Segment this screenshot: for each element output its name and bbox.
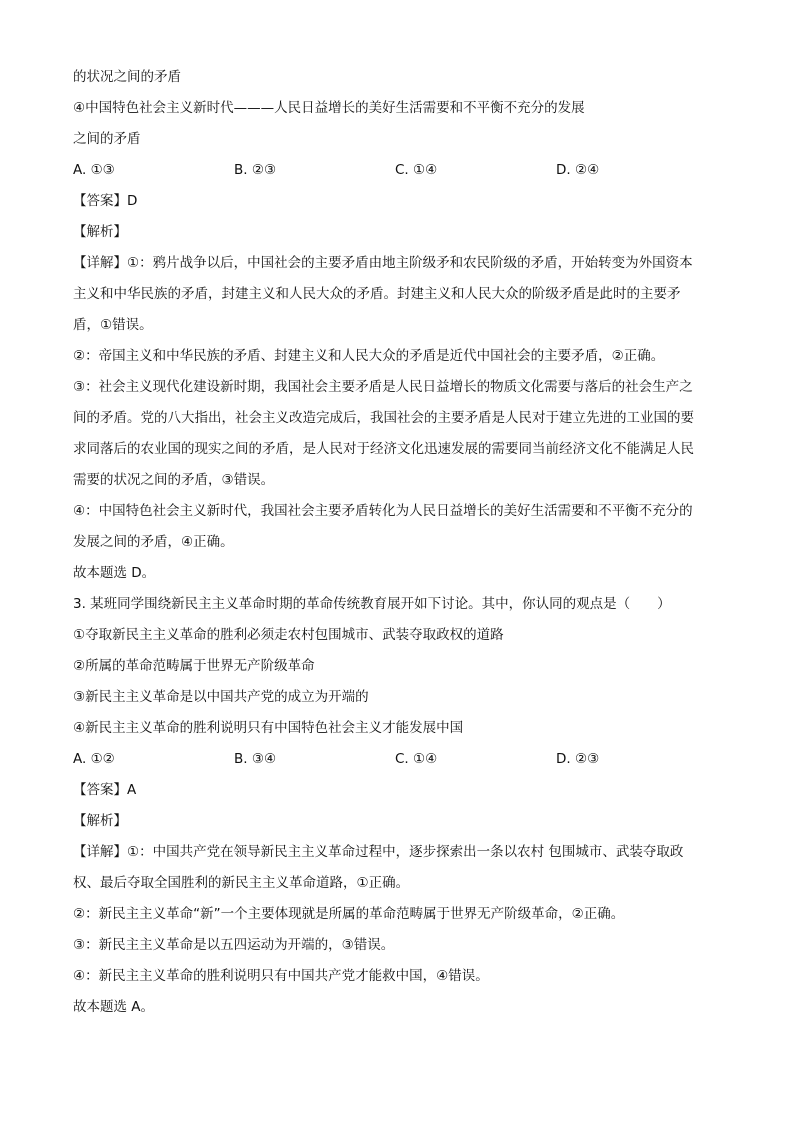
q3-detail-line: ②：新民主主义革命“新”一个主要体现就是所属的革命范畴属于世界无产阶级革命，②正确。 <box>73 906 625 922</box>
q2-option4-line: ④中国特色社会主义新时代———人民日益增长的美好生活需要和不平衡不充分的发展 <box>73 100 585 116</box>
q3-answer: 【答案】A <box>73 782 137 798</box>
q3-detail-line: ④：新民主主义革命的胜利说明只有中国共产党才能救中国，④错误。 <box>73 968 489 984</box>
q3-choice-a: A. ①② <box>73 751 115 767</box>
q2-conclusion: 故本题选 D。 <box>73 565 156 581</box>
q2-detail-line: ③：社会主义现代化建设新时期，我国社会主要矛盾是人民日益增长的物质文化需要与落后的社会生产之 <box>73 379 693 395</box>
q3-choice-c: C. ①④ <box>395 751 438 767</box>
q3-detail-line: ③：新民主主义革命是以五四运动为开端的，③错误。 <box>73 937 395 953</box>
q3-choices <box>73 744 728 775</box>
q2-detail-line: 需要的状况之间的矛盾，③错误。 <box>73 472 275 488</box>
q2-choices <box>73 155 728 186</box>
document-content <box>73 62 728 1023</box>
q2-option4-tail: 的状况之间的矛盾 <box>73 69 181 85</box>
q2-choice-c: C. ①④ <box>395 162 438 178</box>
q2-detail-line: ④：中国特色社会主义新时代，我国社会主要矛盾转化为人民日益增长的美好生活需要和不平衡不充分的 <box>73 503 693 519</box>
q2-detail-line: 间的矛盾。党的八大指出，社会主义改造完成后，我国社会的主要矛盾是人民对于建立先进的工业国的要 <box>73 410 694 426</box>
q2-answer: 【答案】D <box>73 193 138 209</box>
q3-statement-4: ④新民主主义革命的胜利说明只有中国特色社会主义才能发展中国 <box>73 720 464 736</box>
q3-detail-line: 【详解】①：中国共产党在领导新民主主义革命过程中，逐步探索出一条以农村 包围城市、武装夺取政 <box>73 844 684 860</box>
q2-detail-line: 【详解】①：鸦片战争以后，中国社会的主要矛盾由地主阶级矛和农民阶级的矛盾，开始转变为外国资本 <box>73 255 693 271</box>
q2-option4-line-end: 之间的矛盾 <box>73 131 141 147</box>
q2-analysis-heading: 【解析】 <box>73 224 127 240</box>
q3-detail-line: 权、最后夺取全国胜利的新民主主义革命道路，①正确。 <box>73 875 410 891</box>
q2-detail-line: 主义和中华民族的矛盾，封建主义和人民大众的矛盾。封建主义和人民大众的阶级矛盾是此时的主要矛 <box>73 286 681 302</box>
q3-choice-b: B. ③④ <box>234 751 277 767</box>
q2-choice-a: A. ①③ <box>73 162 115 178</box>
q2-detail-line: ②：帝国主义和中华民族的矛盾、封建主义和人民大众的矛盾是近代中国社会的主要矛盾，②正确。 <box>73 348 665 364</box>
q3-analysis-heading: 【解析】 <box>73 813 127 829</box>
q2-choice-b: B. ②③ <box>234 162 277 178</box>
q3-statement-2: ②所属的革命范畴属于世界无产阶级革命 <box>73 658 315 674</box>
q3-stem: 3. 某班同学围绕新民主主义革命时期的革命传统教育展开如下讨论。其中，你认同的观点是（ ） <box>73 596 671 612</box>
q3-choice-d: D. ②③ <box>556 751 600 767</box>
q3-conclusion: 故本题选 A。 <box>73 999 155 1015</box>
q2-detail-line: 发展之间的矛盾，④正确。 <box>73 534 234 550</box>
q2-choice-d: D. ②④ <box>556 162 600 178</box>
q3-statement-3: ③新民主主义革命是以中国共产党的成立为开端的 <box>73 689 369 705</box>
q2-detail-line: 求同落后的农业国的现实之间的矛盾，是人民对于经济文化迅速发展的需要同当前经济文化不能满足人民 <box>73 441 694 457</box>
q2-detail-line: 盾，①错误。 <box>73 317 153 333</box>
q3-statement-1: ①夺取新民主主义革命的胜利必须走农村包围城市、武装夺取政权的道路 <box>73 627 504 643</box>
